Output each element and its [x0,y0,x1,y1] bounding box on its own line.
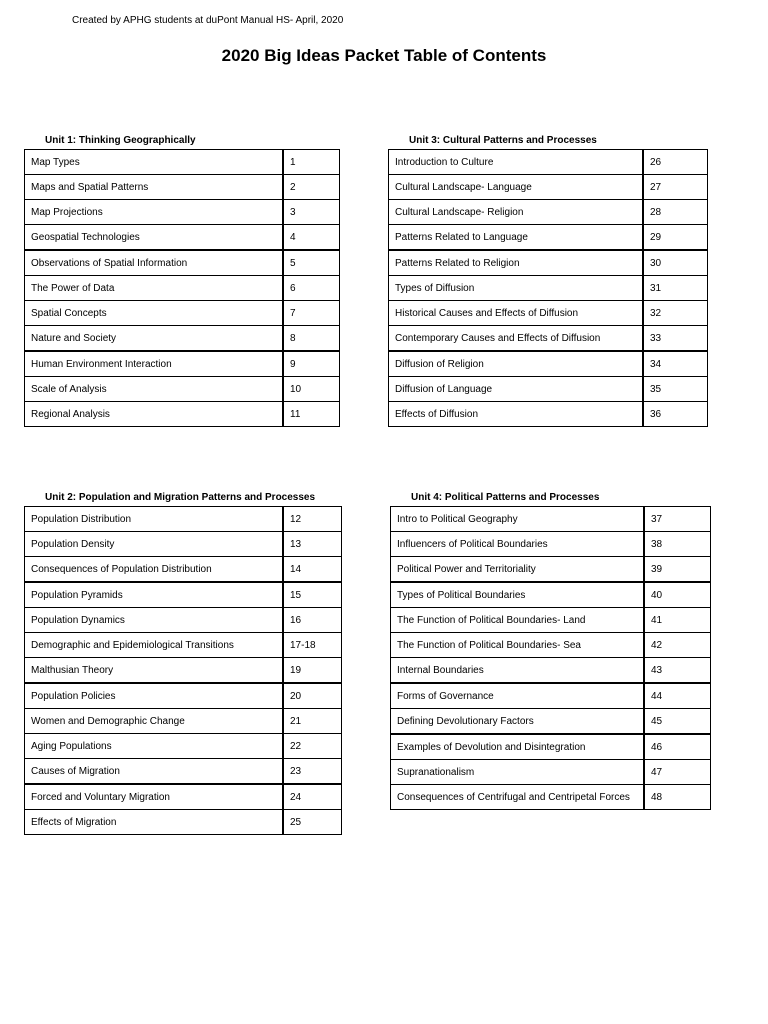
toc-topic: Maps and Spatial Patterns [25,175,284,200]
toc-topic: Cultural Landscape- Religion [389,200,644,225]
toc-topic: Influencers of Political Boundaries [391,532,645,557]
toc-row [25,200,340,225]
toc-page-number: 48 [644,785,711,810]
toc-topic: Geospatial Technologies [25,225,284,251]
toc-topic: Political Power and Territoriality [391,557,645,583]
credit-line: Created by APHG students at duPont Manual HS- April, 2020 [72,15,344,26]
toc-topic: Types of Diffusion [389,276,644,301]
toc-row [25,175,340,200]
unit-3-section [388,134,708,427]
toc-row [25,759,342,785]
toc-page-number: 2 [283,175,340,200]
unit-4-table [390,506,711,810]
toc-page-number: 14 [283,557,342,583]
toc-topic: Observations of Spatial Information [25,250,284,276]
toc-topic: Map Types [25,150,284,175]
toc-page-number: 7 [283,301,340,326]
unit-4-section [390,491,711,810]
toc-page-number: 21 [283,709,342,734]
toc-page-number: 41 [644,608,711,633]
toc-row [391,557,711,583]
toc-row [389,175,708,200]
toc-row [391,658,711,684]
toc-page-number: 12 [283,507,342,532]
toc-page-number: 27 [643,175,708,200]
toc-page-number: 16 [283,608,342,633]
toc-page-number: 46 [644,734,711,760]
toc-row [25,225,340,251]
toc-topic: Diffusion of Language [389,377,644,402]
toc-row [25,582,342,608]
toc-row [25,150,340,175]
page-title: 2020 Big Ideas Packet Table of Contents [221,46,547,65]
toc-page-number: 36 [643,402,708,427]
toc-page-number: 17-18 [283,633,342,658]
toc-topic: Patterns Related to Language [389,225,644,251]
toc-page-number: 30 [643,250,708,276]
toc-page-number: 24 [283,784,342,810]
toc-topic: The Function of Political Boundaries- Land [391,608,645,633]
toc-topic: Defining Devolutionary Factors [391,709,645,735]
toc-topic: The Function of Political Boundaries- Sea [391,633,645,658]
toc-topic: Examples of Devolution and Disintegration [391,734,645,760]
unit-1-heading: Unit 1: Thinking Geographically [45,135,196,146]
toc-page-number: 37 [644,507,711,532]
toc-topic: Intro to Political Geography [391,507,645,532]
toc-topic: Consequences of Centrifugal and Centripetal Forces [391,785,645,810]
unit-2-table [24,506,342,835]
toc-row [25,276,340,301]
toc-topic: Contemporary Causes and Effects of Diffusion [389,326,644,352]
toc-page-number: 38 [644,532,711,557]
toc-page-number: 35 [643,377,708,402]
toc-row [391,507,711,532]
toc-row [389,351,708,377]
toc-page-number: 19 [283,658,342,684]
toc-row [391,785,711,810]
toc-page-number: 6 [283,276,340,301]
unit-4-heading: Unit 4: Political Patterns and Processes [411,492,600,503]
toc-page-number: 34 [643,351,708,377]
toc-row [391,633,711,658]
toc-row [389,250,708,276]
toc-topic: Introduction to Culture [389,150,644,175]
toc-topic: Human Environment Interaction [25,351,284,377]
toc-row [25,250,340,276]
toc-row [391,734,711,760]
toc-topic: Consequences of Population Distribution [25,557,284,583]
toc-row [391,683,711,709]
toc-row [391,709,711,735]
toc-topic: Diffusion of Religion [389,351,644,377]
toc-topic: Cultural Landscape- Language [389,175,644,200]
toc-row [25,784,342,810]
toc-topic: Population Policies [25,683,284,709]
toc-page-number: 25 [283,810,342,835]
toc-topic: Map Projections [25,200,284,225]
toc-page-number: 20 [283,683,342,709]
toc-page-number: 28 [643,200,708,225]
toc-row [391,532,711,557]
toc-row [389,200,708,225]
toc-page-number: 1 [283,150,340,175]
toc-topic: Forms of Governance [391,683,645,709]
toc-page-number: 32 [643,301,708,326]
toc-topic: Aging Populations [25,734,284,759]
toc-row [389,402,708,427]
toc-topic: Demographic and Epidemiological Transitions [25,633,284,658]
toc-topic: Nature and Society [25,326,284,352]
toc-row [391,608,711,633]
toc-row [25,377,340,402]
unit-3-table [388,149,708,427]
toc-page-number: 10 [283,377,340,402]
unit-1-table [24,149,340,427]
toc-topic: Internal Boundaries [391,658,645,684]
toc-topic: Population Pyramids [25,582,284,608]
toc-page-number: 4 [283,225,340,251]
toc-topic: Population Dynamics [25,608,284,633]
toc-page-number: 11 [283,402,340,427]
unit-1-section [24,134,340,427]
toc-page-number: 44 [644,683,711,709]
toc-topic: Malthusian Theory [25,658,284,684]
toc-page-number: 29 [643,225,708,251]
toc-topic: Forced and Voluntary Migration [25,784,284,810]
toc-page-number: 3 [283,200,340,225]
toc-page-number: 39 [644,557,711,583]
toc-row [389,276,708,301]
toc-row [389,377,708,402]
toc-row [391,760,711,785]
toc-topic: Supranationalism [391,760,645,785]
toc-row [25,608,342,633]
toc-topic: Types of Political Boundaries [391,582,645,608]
toc-topic: Population Distribution [25,507,284,532]
toc-row [25,658,342,684]
toc-row [391,582,711,608]
toc-page-number: 5 [283,250,340,276]
toc-row [25,326,340,352]
toc-page-number: 23 [283,759,342,785]
unit-3-heading: Unit 3: Cultural Patterns and Processes [409,135,597,146]
toc-topic: The Power of Data [25,276,284,301]
toc-row [25,734,342,759]
toc-row [25,507,342,532]
toc-row [389,301,708,326]
toc-page-number: 47 [644,760,711,785]
toc-page-number: 13 [283,532,342,557]
toc-topic: Effects of Migration [25,810,284,835]
toc-row [25,351,340,377]
toc-row [389,326,708,352]
toc-page-number: 8 [283,326,340,352]
toc-row [25,402,340,427]
toc-page-number: 22 [283,734,342,759]
toc-page-number: 42 [644,633,711,658]
unit-2-heading: Unit 2: Population and Migration Patterns and Processes [45,492,316,503]
toc-topic: Effects of Diffusion [389,402,644,427]
toc-row [25,301,340,326]
toc-topic: Spatial Concepts [25,301,284,326]
toc-topic: Patterns Related to Religion [389,250,644,276]
unit-2-section [24,491,342,835]
toc-row [25,633,342,658]
toc-row [25,810,342,835]
toc-page-number: 43 [644,658,711,684]
toc-topic: Scale of Analysis [25,377,284,402]
toc-page-number: 9 [283,351,340,377]
toc-page-number: 33 [643,326,708,352]
toc-row [389,150,708,175]
toc-page-number: 45 [644,709,711,735]
toc-topic: Population Density [25,532,284,557]
toc-page-number: 40 [644,582,711,608]
toc-page-number: 31 [643,276,708,301]
toc-row [25,683,342,709]
toc-row [389,225,708,251]
toc-topic: Regional Analysis [25,402,284,427]
toc-page-number: 15 [283,582,342,608]
toc-topic: Women and Demographic Change [25,709,284,734]
toc-row [25,709,342,734]
toc-topic: Historical Causes and Effects of Diffusion [389,301,644,326]
toc-row [25,532,342,557]
toc-row [25,557,342,583]
toc-page-number: 26 [643,150,708,175]
toc-topic: Causes of Migration [25,759,284,785]
